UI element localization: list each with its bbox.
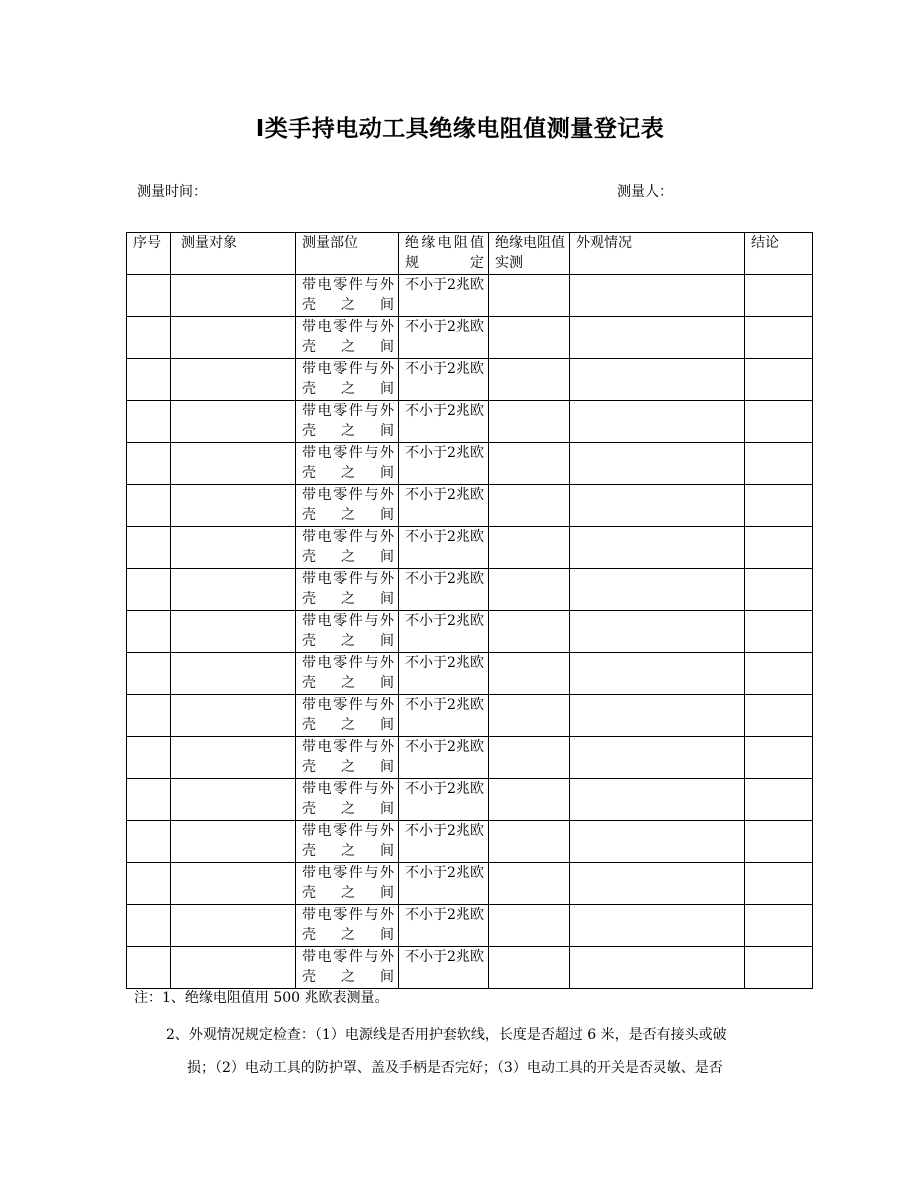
cell-appearance <box>570 905 745 947</box>
cell-measured <box>489 737 570 779</box>
header-object <box>171 233 296 275</box>
table-row <box>127 359 813 401</box>
cell-conclusion <box>745 821 813 863</box>
cell-spec <box>399 947 489 989</box>
cell-measured <box>489 695 570 737</box>
table-row <box>127 905 813 947</box>
header-conclusion: 结论 <box>745 233 813 275</box>
table-row <box>127 737 813 779</box>
cell-seq <box>127 653 171 695</box>
cell-conclusion <box>745 401 813 443</box>
cell-conclusion <box>745 317 813 359</box>
cell-object <box>171 905 296 947</box>
table-row <box>127 401 813 443</box>
cell-object <box>171 695 296 737</box>
cell-object <box>171 275 296 317</box>
cell-spec-text: 不小于2兆欧 <box>405 823 484 839</box>
cell-measured <box>489 359 570 401</box>
cell-conclusion <box>745 779 813 821</box>
cell-spec-text: 不小于2兆欧 <box>405 697 484 713</box>
cell-appearance <box>570 569 745 611</box>
cell-measured <box>489 611 570 653</box>
cell-object <box>171 317 296 359</box>
cell-part <box>296 527 399 569</box>
cell-spec-text: 不小于2兆欧 <box>405 949 484 965</box>
cell-spec-text: 不小于2兆欧 <box>405 277 484 293</box>
cell-part <box>296 443 399 485</box>
cell-conclusion <box>745 485 813 527</box>
cell-spec <box>399 611 489 653</box>
cell-spec-text: 不小于2兆欧 <box>405 529 484 545</box>
header-appearance: 外观情况 <box>570 233 745 275</box>
cell-conclusion <box>745 527 813 569</box>
cell-appearance <box>570 737 745 779</box>
cell-measured <box>489 485 570 527</box>
cell-appearance <box>570 653 745 695</box>
cell-part-text: 带电零件与外壳之间 <box>302 865 394 901</box>
cell-object <box>171 863 296 905</box>
cell-part <box>296 695 399 737</box>
cell-measured <box>489 779 570 821</box>
cell-spec <box>399 821 489 863</box>
table-row <box>127 821 813 863</box>
cell-seq <box>127 527 171 569</box>
cell-part-text: 带电零件与外壳之间 <box>302 949 394 985</box>
cell-appearance <box>570 611 745 653</box>
cell-spec-text: 不小于2兆欧 <box>405 739 484 755</box>
cell-part-text: 带电零件与外壳之间 <box>302 361 394 397</box>
cell-conclusion <box>745 905 813 947</box>
cell-seq <box>127 947 171 989</box>
cell-spec <box>399 443 489 485</box>
table-row <box>127 443 813 485</box>
cell-part <box>296 779 399 821</box>
cell-object <box>171 443 296 485</box>
header-seq: 序号 <box>127 233 171 275</box>
header-spec <box>399 233 489 275</box>
cell-conclusion <box>745 611 813 653</box>
cell-part <box>296 485 399 527</box>
cell-part <box>296 863 399 905</box>
cell-seq <box>127 779 171 821</box>
cell-spec-text: 不小于2兆欧 <box>405 865 484 881</box>
cell-part-text: 带电零件与外壳之间 <box>302 529 394 565</box>
table-row <box>127 527 813 569</box>
cell-part <box>296 737 399 779</box>
measurer-label: 测量人： <box>617 184 673 200</box>
cell-spec-text: 不小于2兆欧 <box>405 403 484 419</box>
cell-measured <box>489 947 570 989</box>
cell-spec-text: 不小于2兆欧 <box>405 613 484 629</box>
cell-spec <box>399 527 489 569</box>
cell-appearance <box>570 779 745 821</box>
cell-part <box>296 317 399 359</box>
cell-spec <box>399 401 489 443</box>
cell-object <box>171 569 296 611</box>
table-row <box>127 947 813 989</box>
cell-seq <box>127 569 171 611</box>
cell-spec <box>399 695 489 737</box>
cell-spec-text: 不小于2兆欧 <box>405 571 484 587</box>
cell-part-text: 带电零件与外壳之间 <box>302 739 394 775</box>
cell-part-text: 带电零件与外壳之间 <box>302 571 394 607</box>
cell-seq <box>127 359 171 401</box>
header-measured: 绝缘电阻值实测 <box>489 233 570 275</box>
cell-appearance <box>570 443 745 485</box>
cell-seq <box>127 401 171 443</box>
cell-measured <box>489 527 570 569</box>
table-header-row <box>127 233 813 275</box>
cell-object <box>171 947 296 989</box>
cell-spec <box>399 653 489 695</box>
cell-part-text: 带电零件与外壳之间 <box>302 781 394 817</box>
cell-part <box>296 611 399 653</box>
cell-part-text: 带电零件与外壳之间 <box>302 277 394 313</box>
cell-spec <box>399 485 489 527</box>
cell-seq <box>127 905 171 947</box>
cell-part <box>296 947 399 989</box>
cell-spec-text: 不小于2兆欧 <box>405 907 484 923</box>
cell-part-text: 带电零件与外壳之间 <box>302 487 394 523</box>
cell-conclusion <box>745 653 813 695</box>
note-2-line-1: 2、外观情况规定检查：（1）电源线是否用护套软线，长度是否超过 6 米，是否有接头或破 <box>166 1027 727 1043</box>
cell-part <box>296 401 399 443</box>
cell-part <box>296 821 399 863</box>
table-row <box>127 485 813 527</box>
cell-appearance <box>570 401 745 443</box>
header-part: 测量部位 <box>296 233 399 275</box>
cell-object <box>171 401 296 443</box>
cell-spec <box>399 905 489 947</box>
cell-spec <box>399 863 489 905</box>
cell-spec-text: 不小于2兆欧 <box>405 361 484 377</box>
cell-spec <box>399 779 489 821</box>
cell-object <box>171 527 296 569</box>
cell-part <box>296 569 399 611</box>
table-row <box>127 611 813 653</box>
cell-conclusion <box>745 737 813 779</box>
header-spec-text: 绝缘电阻值规定 <box>405 235 484 271</box>
cell-conclusion <box>745 863 813 905</box>
cell-measured <box>489 653 570 695</box>
cell-seq <box>127 863 171 905</box>
table-row <box>127 863 813 905</box>
cell-spec <box>399 275 489 317</box>
cell-part <box>296 359 399 401</box>
cell-object <box>171 737 296 779</box>
cell-measured <box>489 401 570 443</box>
cell-measured <box>489 275 570 317</box>
cell-part-text: 带电零件与外壳之间 <box>302 613 394 649</box>
cell-spec-text: 不小于2兆欧 <box>405 655 484 671</box>
table-row <box>127 275 813 317</box>
cell-conclusion <box>745 947 813 989</box>
measurement-register-table <box>126 232 813 989</box>
cell-spec-text: 不小于2兆欧 <box>405 487 484 503</box>
page-title: Ⅰ类手持电动工具绝缘电阻值测量登记表 <box>255 116 665 142</box>
cell-seq <box>127 485 171 527</box>
cell-object <box>171 821 296 863</box>
cell-part-text: 带电零件与外壳之间 <box>302 403 394 439</box>
cell-appearance <box>570 695 745 737</box>
cell-appearance <box>570 485 745 527</box>
table-row <box>127 569 813 611</box>
measure-time-label: 测量时间： <box>137 184 207 200</box>
cell-appearance <box>570 821 745 863</box>
note-1: 注：1、绝缘电阻值用 500 兆欧表测量。 <box>134 990 389 1006</box>
cell-measured <box>489 443 570 485</box>
cell-spec-text: 不小于2兆欧 <box>405 319 484 335</box>
cell-spec-text: 不小于2兆欧 <box>405 445 484 461</box>
cell-appearance <box>570 947 745 989</box>
cell-spec <box>399 317 489 359</box>
header-object-text: 测量对象 <box>181 235 237 251</box>
cell-object <box>171 653 296 695</box>
cell-conclusion <box>745 443 813 485</box>
cell-seq <box>127 317 171 359</box>
cell-part-text: 带电零件与外壳之间 <box>302 907 394 943</box>
note-2 <box>166 1019 806 1085</box>
cell-spec <box>399 569 489 611</box>
cell-conclusion <box>745 275 813 317</box>
cell-conclusion <box>745 569 813 611</box>
cell-measured <box>489 905 570 947</box>
cell-object <box>171 611 296 653</box>
cell-seq <box>127 695 171 737</box>
cell-measured <box>489 863 570 905</box>
cell-appearance <box>570 317 745 359</box>
cell-object <box>171 485 296 527</box>
cell-spec <box>399 359 489 401</box>
cell-spec-text: 不小于2兆欧 <box>405 781 484 797</box>
cell-appearance <box>570 527 745 569</box>
cell-appearance <box>570 863 745 905</box>
cell-part-text: 带电零件与外壳之间 <box>302 697 394 733</box>
cell-measured <box>489 317 570 359</box>
table-row <box>127 317 813 359</box>
table-row <box>127 653 813 695</box>
table-row <box>127 779 813 821</box>
cell-measured <box>489 821 570 863</box>
cell-appearance <box>570 359 745 401</box>
cell-part-text: 带电零件与外壳之间 <box>302 445 394 481</box>
cell-part <box>296 653 399 695</box>
cell-spec <box>399 737 489 779</box>
cell-appearance <box>570 275 745 317</box>
cell-seq <box>127 275 171 317</box>
table-body <box>127 275 813 989</box>
cell-part <box>296 275 399 317</box>
cell-object <box>171 779 296 821</box>
cell-part-text: 带电零件与外壳之间 <box>302 655 394 691</box>
note-2-line-2: 损；（2）电动工具的防护罩、盖及手柄是否完好；（3）电动工具的开关是否灵敏、是否 <box>187 1060 723 1076</box>
cell-conclusion <box>745 695 813 737</box>
cell-seq <box>127 737 171 779</box>
cell-measured <box>489 569 570 611</box>
table-row <box>127 695 813 737</box>
cell-part <box>296 905 399 947</box>
cell-seq <box>127 821 171 863</box>
cell-seq <box>127 443 171 485</box>
cell-seq <box>127 611 171 653</box>
cell-part-text: 带电零件与外壳之间 <box>302 319 394 355</box>
cell-part-text: 带电零件与外壳之间 <box>302 823 394 859</box>
cell-conclusion <box>745 359 813 401</box>
cell-object <box>171 359 296 401</box>
